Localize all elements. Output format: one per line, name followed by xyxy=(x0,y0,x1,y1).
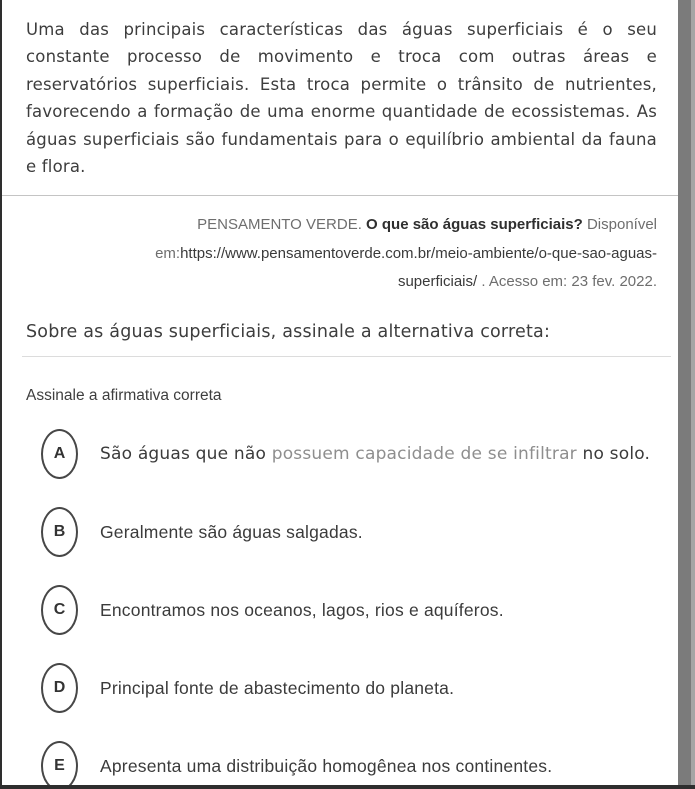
citation-line xyxy=(26,211,657,240)
citation-segment: . Acesso em: 23 fev. 2022. xyxy=(477,273,657,291)
option-letter-bubble[interactable] xyxy=(41,507,78,557)
section-divider xyxy=(2,195,695,196)
option-letter: D xyxy=(53,678,66,696)
option-row-D[interactable] xyxy=(26,663,657,713)
question-content xyxy=(2,0,695,789)
option-text-segment: Principal fonte de abastecimento do planeta. xyxy=(100,677,455,698)
option-row-C[interactable] xyxy=(26,585,657,635)
option-text-segment: Encontramos nos oceanos, lagos, rios e aquíferos. xyxy=(100,599,504,620)
option-text xyxy=(100,752,552,780)
question-prompt: Sobre as águas superficiais, assinale a alternativa correta: xyxy=(26,321,551,342)
option-letter: C xyxy=(53,600,66,618)
citation-segment: https://www.pensamentoverde.com.br/meio-ambiente/o-que-sao-aguas- xyxy=(180,244,657,262)
citation-segment: superficiais/ xyxy=(397,273,478,291)
citation-segment: O que são águas superficiais? xyxy=(366,216,583,234)
option-text-segment: possuem capacidade de se infiltrar xyxy=(271,443,583,464)
option-letter-bubble[interactable] xyxy=(41,663,78,713)
option-row-A[interactable] xyxy=(26,429,657,479)
option-letter-bubble[interactable] xyxy=(41,585,78,635)
option-row-B[interactable] xyxy=(26,507,657,557)
prompt-divider xyxy=(22,356,671,357)
scrollbar-thumb[interactable] xyxy=(678,0,691,785)
option-text xyxy=(100,596,504,624)
option-text-segment: no solo. xyxy=(582,443,651,464)
question-instruction: Assinale a afirmativa correta xyxy=(26,386,222,404)
option-letter-bubble[interactable] xyxy=(41,429,78,479)
option-text-segment: Apresenta uma distribuição homogênea nos continentes. xyxy=(100,755,553,776)
option-text xyxy=(100,440,650,468)
citation-segment: em: xyxy=(155,244,181,262)
citation-segment: PENSAMENTO VERDE. xyxy=(197,216,367,234)
option-letter-bubble[interactable] xyxy=(41,741,78,789)
option-text xyxy=(100,518,363,546)
citation-block xyxy=(26,211,657,297)
option-text xyxy=(100,674,454,702)
option-text-segment: São águas que não xyxy=(100,443,272,464)
option-text-segment: Geralmente são águas salgadas. xyxy=(100,521,363,542)
option-letter: E xyxy=(54,756,65,774)
citation-line xyxy=(26,240,657,269)
citation-line xyxy=(26,268,657,297)
option-letter: B xyxy=(53,522,66,540)
option-row-E[interactable] xyxy=(26,741,657,789)
citation-segment: Disponível xyxy=(582,216,657,234)
option-letter: A xyxy=(53,444,66,462)
options-list xyxy=(26,429,657,789)
passage-text: Uma das principais características das águas superficiais é o seu constante processo de movimento e troca com outras áreas e reservatórios superficiais. Esta troca permite o trânsito de nutrientes, favorecendo a formação de uma enorme quantidade de ecossistemas. As águas superficiais são fundamentais para o equilíbrio ambiental da fauna e flora. xyxy=(26,20,657,177)
scrollbar[interactable] xyxy=(678,0,695,785)
